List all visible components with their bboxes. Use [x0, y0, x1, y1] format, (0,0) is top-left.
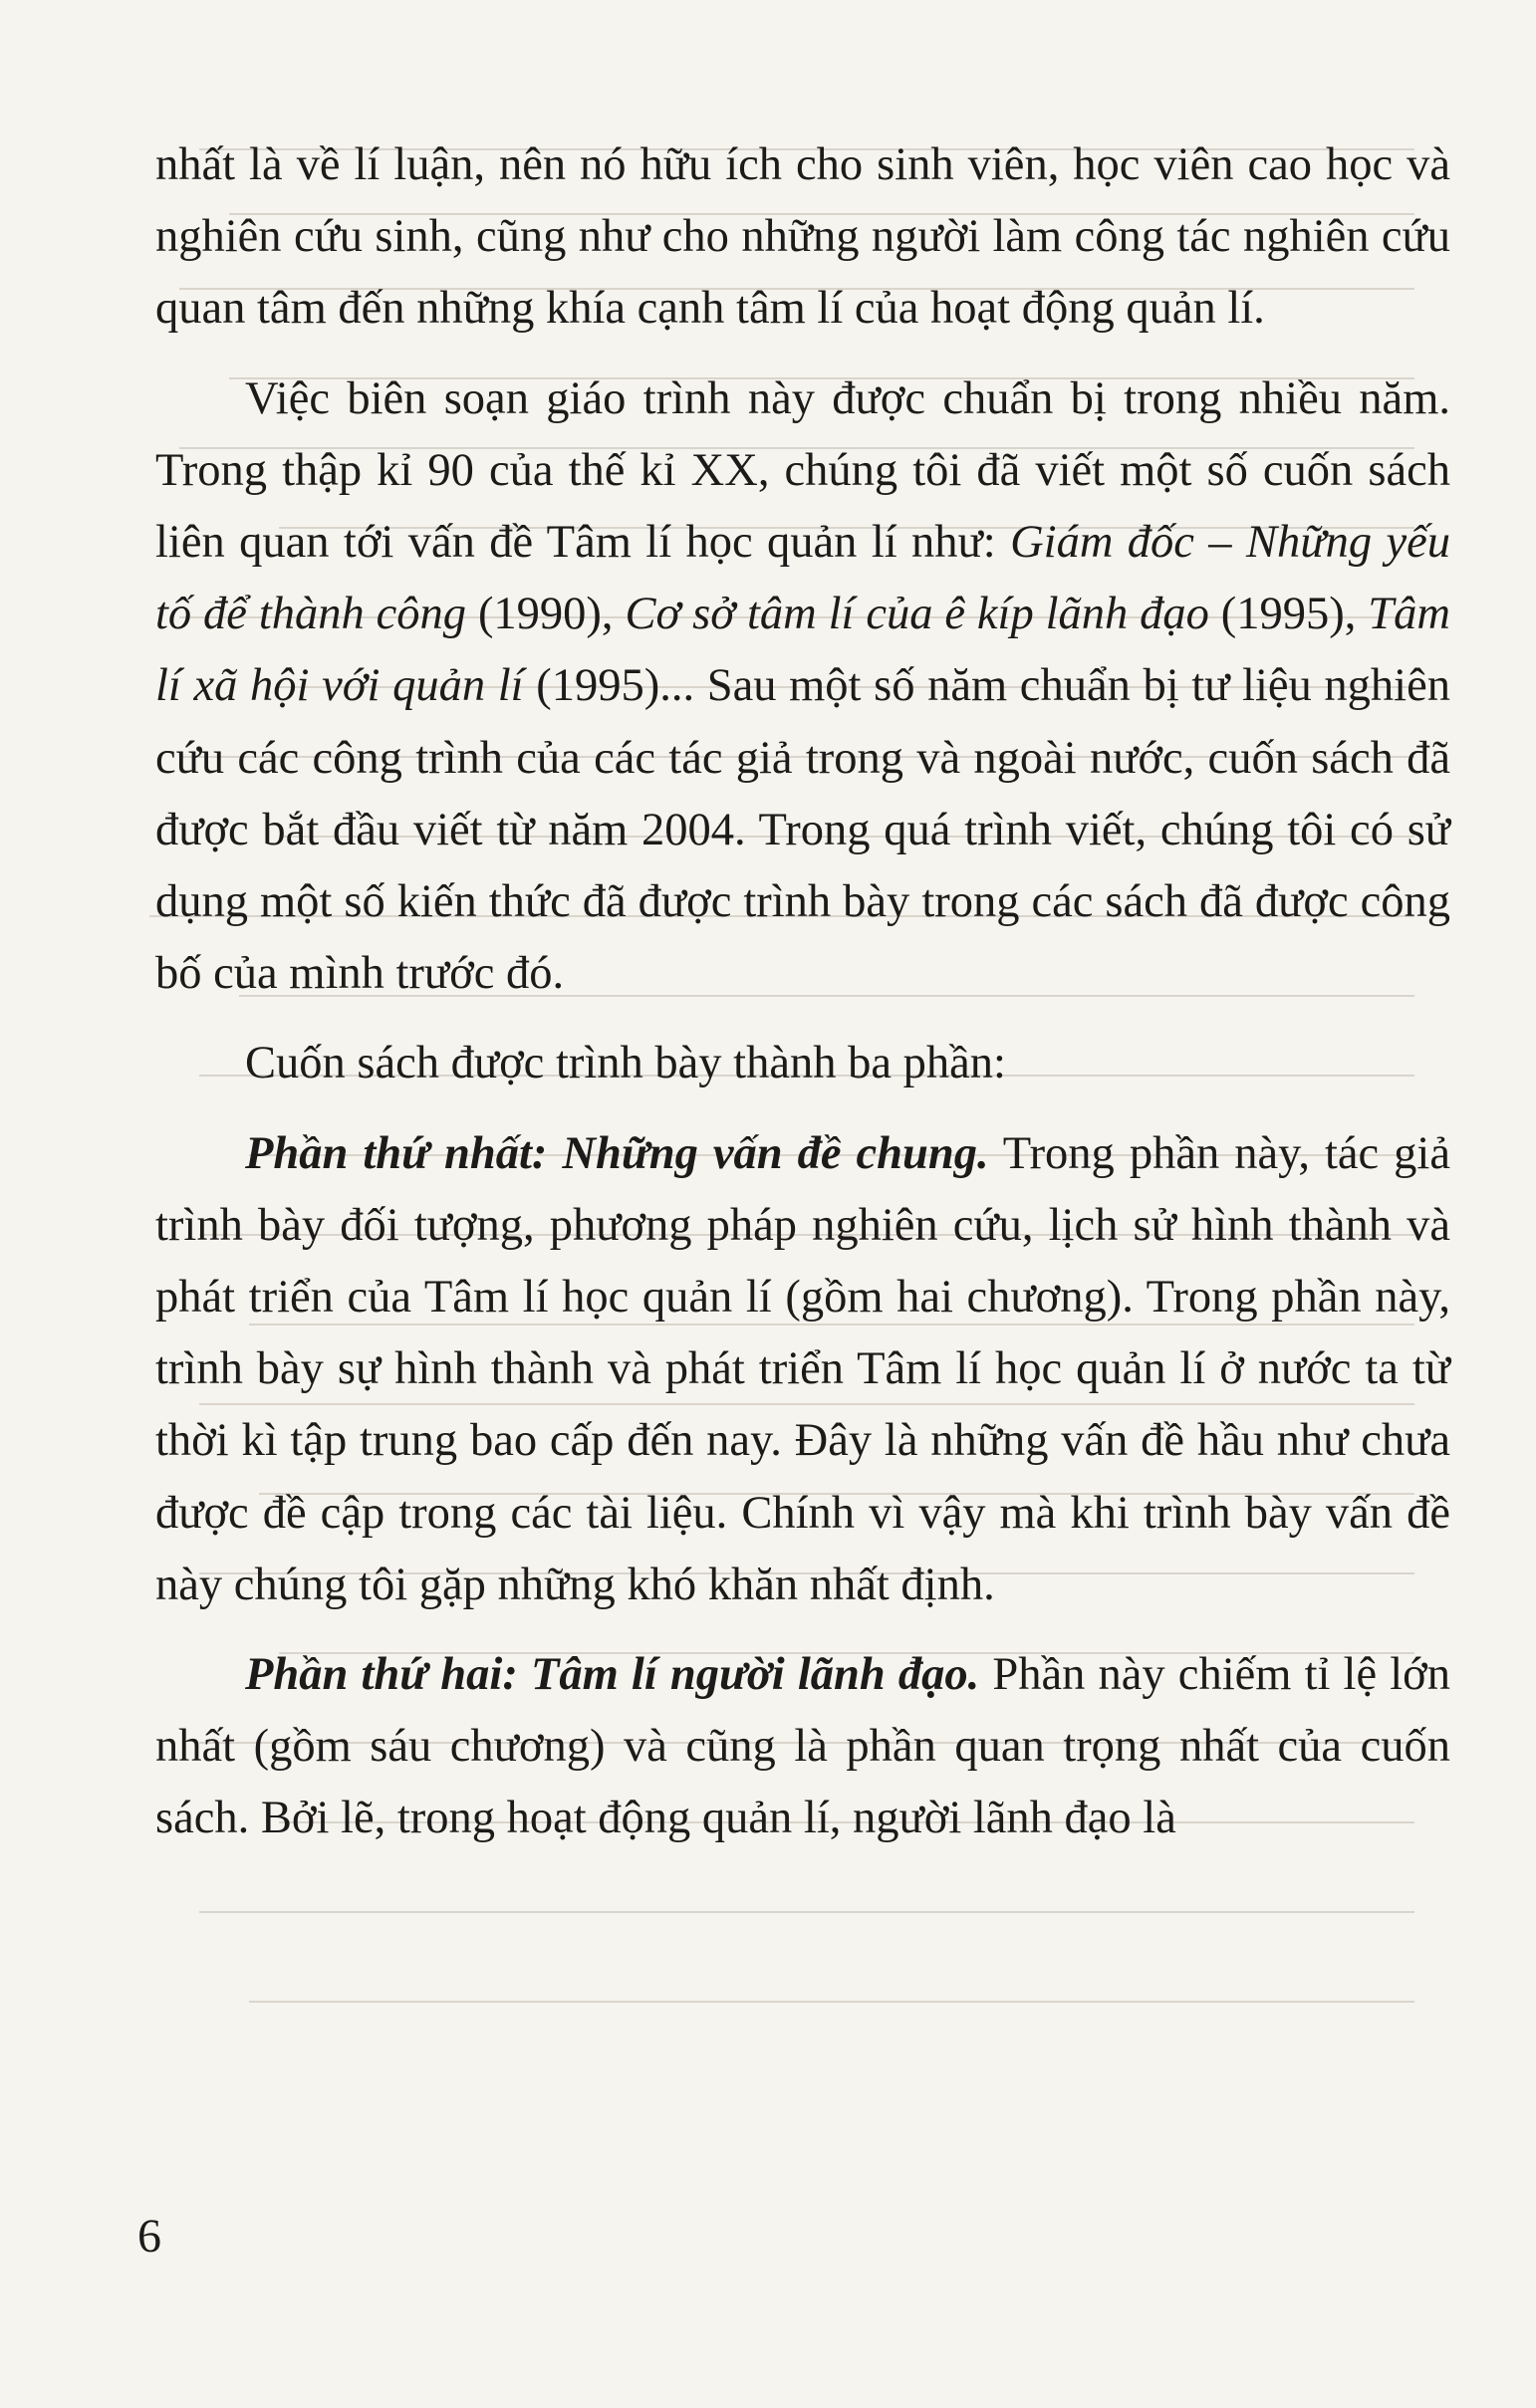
book-title-tam-li-xa-hoi: Tâm lí xã hội với quản lí [155, 589, 1450, 712]
part-one-body: Trong phần này, tác giả trình bày đối tượng, phương pháp nghiên cứu, lịch sử hình thành và phát triển của Tâm lí học quản lí (gồm hai chương). Trong phần này, trình bày sự hình thành và phát triển Tâm lí học quản lí ở nước ta từ thời kì tập trung bao cấp đến nay. Đây là những vấn đề hầu như chưa được đề cập trong các tài liệu. Chính vì vậy mà khi trình bày vấn đề này chúng tôi gặp những khó khăn nhất định. [155, 1127, 1450, 1610]
part-two-body: Phần này chiếm tỉ lệ lớn nhất (gồm sáu chương) và cũng là phần quan trọng nhất của cuốn sách. Bởi lẽ, trong hoạt động quản lí, người lãnh đạo là [155, 1649, 1450, 1844]
book-title-giam-doc: Giám đốc – Những yếu tố để thành công [155, 517, 1450, 640]
paragraph-continuation [155, 129, 1450, 346]
paragraph-preparation-text-2: (1990), [466, 589, 626, 640]
paragraph-continuation-text: nhất là về lí luận, nên nó hữu ích cho sinh viên, học viên cao học và nghiên cứu sinh, cũng như cho những người làm công tác nghiên cứu quan tâm đến những khía cạnh tâm lí của hoạt động quản lí. [155, 139, 1450, 335]
paragraph-part-two [155, 1639, 1450, 1855]
paragraph-structure-intro [155, 1028, 1450, 1099]
paragraph-preparation-text-3: (1995), [1208, 589, 1369, 640]
book-title-co-so-tam-li: Cơ sở tâm lí của ê kíp lãnh đạo [625, 589, 1209, 640]
paragraph-part-one [155, 1118, 1450, 1621]
paragraph-structure-intro-text: Cuốn sách được trình bày thành ba phần: [245, 1038, 1006, 1089]
paragraph-preparation-text-4: (1995)... Sau một số năm chuẩn bị tư liệu nghiên cứu các công trình của các tác giả trong và ngoài nước, cuốn sách đã được bắt đầu viết từ năm 2004. Trong quá trình viết, chúng tôi có sử dụng một số kiến thức đã được trình bày trong các sách đã được công bố của mình trước đó. [155, 660, 1450, 1000]
page-number: 6 [137, 2210, 161, 2263]
part-two-heading: Phần thứ hai: Tâm lí người lãnh đạo. [245, 1649, 980, 1701]
paragraph-preparation [155, 363, 1450, 1011]
part-one-heading: Phần thứ nhất: Những vấn đề chung. [245, 1127, 989, 1179]
body-text [155, 129, 1450, 1855]
paragraph-preparation-text-1: Việc biên soạn giáo trình này được chuẩn bị trong nhiều năm. Trong thập kỉ 90 của thế kỉ XX, chúng tôi đã viết một số cuốn sách liên quan tới vấn đề Tâm lí học quản lí như: [155, 372, 1450, 569]
